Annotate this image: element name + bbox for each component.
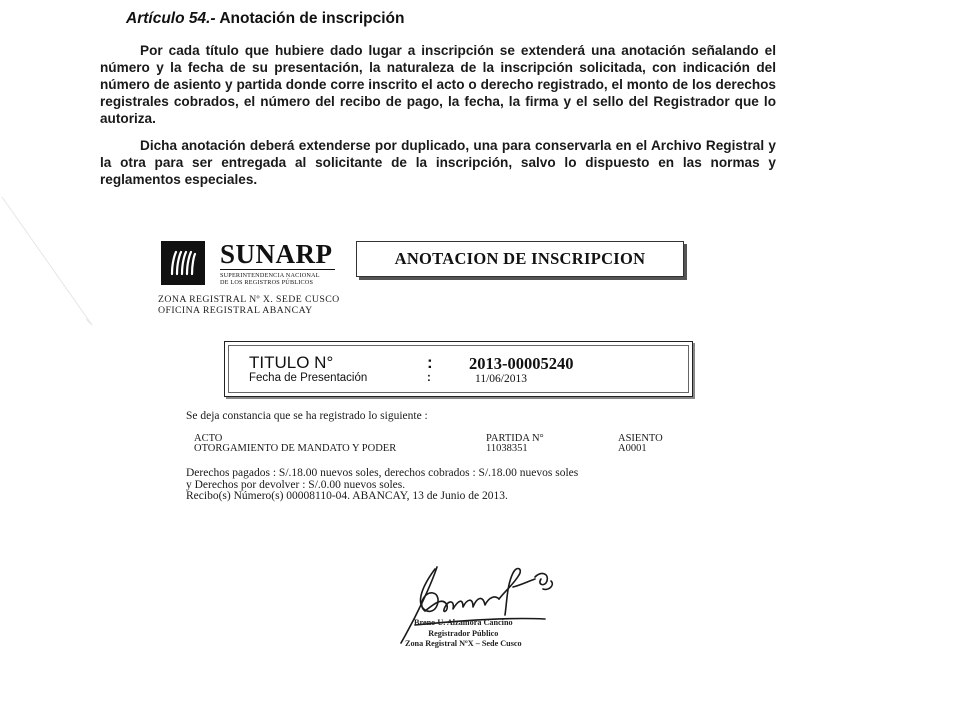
receipt-line: Recibo(s) Número(s) 00008110-04. ABANCAY, 13 de Junio de 2013. [186, 490, 508, 502]
titulo-colon: : [427, 353, 433, 372]
article-number: Artículo 54.- [126, 10, 216, 27]
titulo-label: TITULO N° [249, 353, 334, 372]
fees-line-2: y Derechos por devolver : S/.0.00 nuevos soles. [186, 478, 406, 491]
brand-divider [220, 269, 335, 270]
partida-header: PARTIDA N° [486, 433, 544, 444]
fees-line-1: Derechos pagados : S/.18.00 nuevos soles, derechos cobrados : S/.18.00 nuevos soles [186, 467, 579, 479]
article-paragraph-2: Dicha anotación deberá extenderse por duplicado, una para conservarla en el Archivo Registral y la otra para ser entregada al solicitante de la inscripción, salvo lo dispuesto en las normas y reglamentos especiales. [100, 138, 776, 187]
constancia-text: Se deja constancia que se ha registrado lo siguiente : [186, 410, 428, 422]
asiento-value: A0001 [618, 443, 647, 454]
office-info [158, 294, 340, 316]
titulo-number: 2013-00005240 [469, 354, 574, 373]
article-title [126, 10, 776, 28]
signer-block [405, 618, 522, 650]
article-paragraph-1: Por cada título que hubiere dado lugar a inscripción se extenderá una anotación señalando el número y la fecha de su presentación, la naturaleza de la inscripción solicitada, con indicación del número de asiento y partida donde corre inscrito el acto o derecho registrado, el monto de los derechos registrales cobrados, el número del recibo de pago, la fecha, la firma y el sello del Registrador que lo autoriza. [100, 43, 776, 126]
signer-office: Zona Registral NºX – Sede Cusco [405, 639, 522, 648]
document-title: ANOTACION DE INSCRIPCION [356, 241, 684, 277]
brand-subtitle-2: DE LOS REGISTROS PÚBLICOS [220, 279, 314, 286]
acto-value: OTORGAMIENTO DE MANDATO Y PODER [194, 443, 397, 454]
fecha-colon: : [427, 372, 431, 384]
signer-role: Registrador Público [428, 628, 499, 638]
partida-value: 11038351 [486, 443, 528, 454]
office-line-1: ZONA REGISTRAL Nº X. SEDE CUSCO [158, 294, 340, 305]
office-line-2: OFICINA REGISTRAL ABANCAY [158, 305, 313, 316]
signer-name: Breno U. Alzamora Cancino [414, 618, 513, 627]
sunarp-logo-icon [161, 241, 205, 285]
fees-block [186, 468, 716, 503]
fecha-value: 11/06/2013 [475, 373, 527, 385]
article-heading: Anotación de inscripción [219, 10, 405, 27]
brand-subtitle-1: SUPERINTENDENCIA NACIONAL [220, 272, 320, 279]
acto-header: ACTO [194, 433, 223, 444]
brand-block [220, 240, 335, 286]
decorative-line [0, 195, 100, 335]
brand-name: SUNARP [220, 239, 333, 269]
fecha-label: Fecha de Presentación [249, 372, 368, 384]
article-section [100, 10, 776, 188]
asiento-header: ASIENTO [618, 433, 663, 444]
titulo-box [224, 341, 693, 397]
